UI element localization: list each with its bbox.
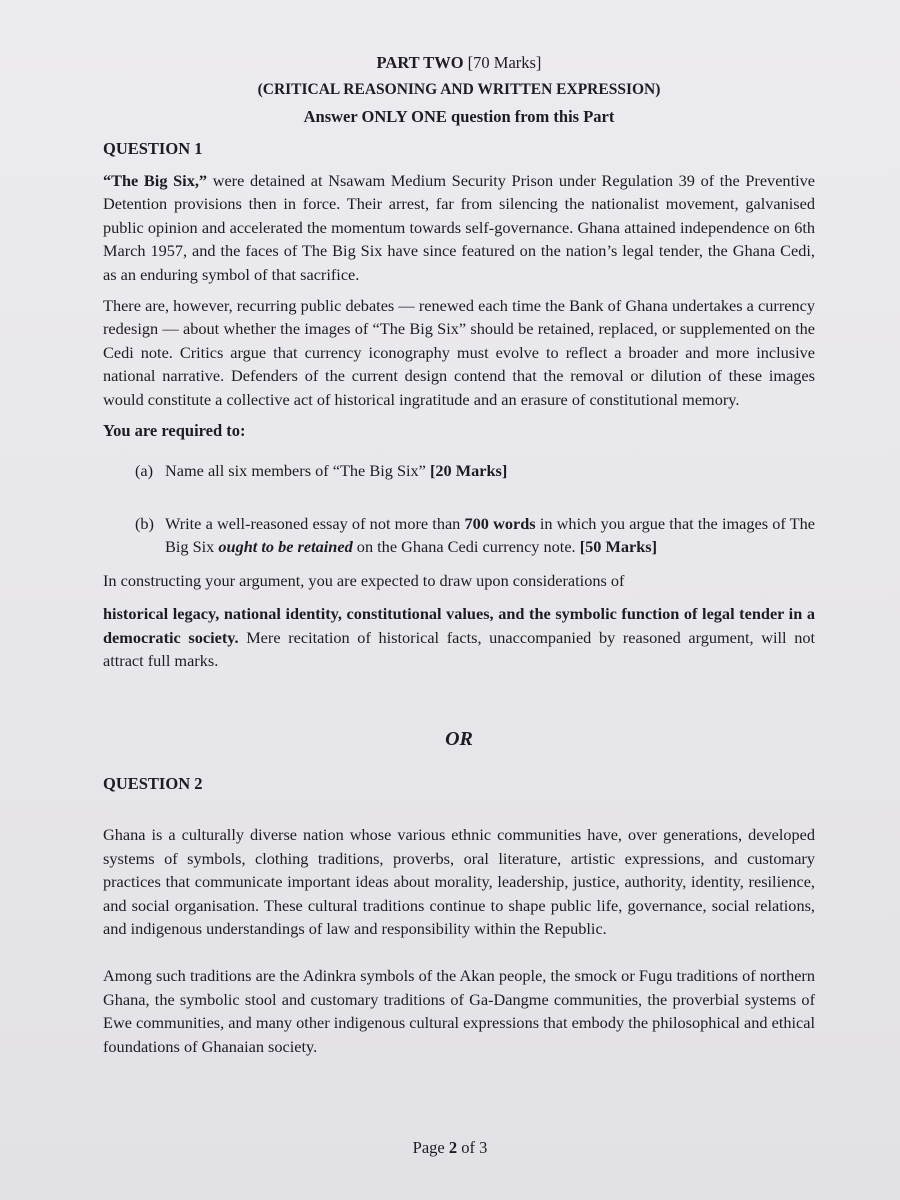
question-1-heading: QUESTION 1 bbox=[103, 139, 203, 158]
page-label: Page bbox=[412, 1138, 449, 1157]
question-2-paragraph-1: Ghana is a culturally diverse nation whose various ethnic communities have, over generations, developed systems of symbols, clothing traditions, proverbs, oral literature, artistic expressions, and customary practices that communicate important ideas about morality, leadership, justice, authority, identity, resilience, and social organisation. These cultural traditions continue to shape public life, governance, social relations, and indigenous understandings of law and responsibility within the Republic. bbox=[103, 825, 815, 939]
item-b-text-3: on the Ghana Cedi currency note. bbox=[352, 537, 580, 557]
page-content bbox=[103, 52, 815, 1058]
big-six-lead: “The Big Six,” bbox=[103, 171, 208, 190]
item-a-text: Name all six members of “The Big Six” bbox=[165, 460, 430, 480]
question-1-item-a bbox=[103, 459, 815, 482]
page-number: 2 bbox=[448, 1138, 458, 1157]
required-heading: You are required to: bbox=[103, 421, 246, 441]
part-marks: [70 Marks] bbox=[467, 53, 542, 72]
item-b-text-1: Write a well-reasoned essay of not more than bbox=[165, 513, 465, 533]
part-title bbox=[103, 52, 815, 74]
question-1-paragraph-2: There are, however, recurring public debates — renewed each time the Bank of Ghana undertakes a currency redesign — about whether the images of “The Big Six” should be retained, replaced, or supplemented on the Cedi note. Critics argue that currency iconography must evolve to reflect a broader and more inclusive national narrative. Defenders of the current design contend that the removal or dilution of these images would constitute a collective act of historical ingratitude and an erasure of constitutional memory. bbox=[103, 296, 815, 409]
part-subtitle: (CRITICAL REASONING AND WRITTEN EXPRESSION) bbox=[257, 81, 661, 98]
or-separator: OR bbox=[445, 728, 473, 751]
question-1-paragraph-3: In constructing your argument, you are expected to draw upon considerations of bbox=[103, 570, 625, 590]
question-2-paragraph-2: Among such traditions are the Adinkra symbols of the Akan people, the smock or Fugu traditions of northern Ghana, the symbolic stool and customary traditions of Ga-Dangme communities, the proverbial systems of Ewe communities, and many other indigenous cultural expressions that embody the philosophical and ethical foundations of Ghanaian society. bbox=[103, 966, 815, 1056]
part-title-text: PART TWO bbox=[376, 53, 464, 72]
item-b-text-2: in which you argue that the images of The Big Six bbox=[165, 513, 815, 557]
question-1-paragraph-4-text: Mere recitation of historical facts, unaccompanied by reasoned argument, will not attract full marks. bbox=[103, 627, 816, 670]
item-b-marks: [50 Marks] bbox=[579, 537, 658, 557]
page-total: of 3 bbox=[457, 1138, 488, 1157]
item-b-label: (b) bbox=[135, 513, 154, 533]
question-1-paragraph-4 bbox=[103, 602, 815, 672]
question-1-item-b bbox=[103, 512, 815, 559]
item-b-emphasis: ought to be retained bbox=[218, 537, 353, 557]
part-instruction: Answer ONLY ONE question from this Part bbox=[303, 107, 615, 126]
question-1-paragraph-1 bbox=[103, 169, 815, 286]
considerations-list: historical legacy, national identity, constitutional values, and the symbolic function of legal tender in a democratic society. bbox=[103, 604, 815, 647]
item-a-marks: [20 Marks] bbox=[429, 460, 508, 480]
page-footer bbox=[0, 1137, 900, 1159]
question-2-heading: QUESTION 2 bbox=[103, 774, 203, 794]
item-a-label: (a) bbox=[135, 460, 154, 480]
item-b-word-limit: 700 words bbox=[464, 513, 536, 533]
question-1-paragraph-1-text: were detained at Nsawam Medium Security Prison under Regulation 39 of the Preventive Detention provisions then in force. Their arrest, far from silencing the nationalist movement, galvanised public opinion and accelerated the momentum towards self-governance. Ghana attained independence on 6th March 1957, and the faces of The Big Six have since featured on the nation’s legal tender, the Ghana Cedi, as an enduring symbol of that sacrifice. bbox=[103, 171, 815, 284]
